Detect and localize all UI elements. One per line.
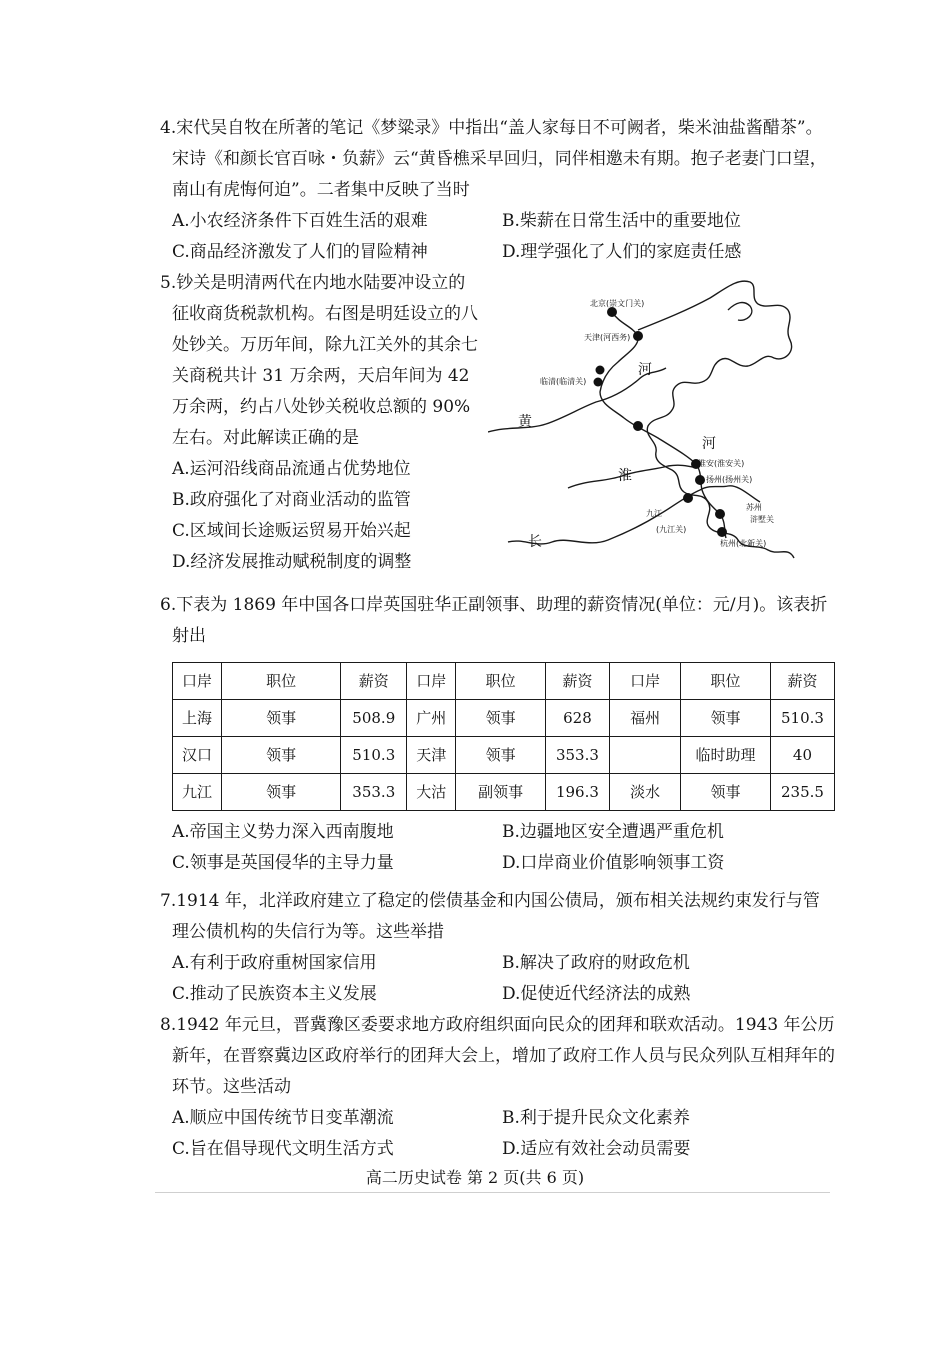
table-cell: 196.3 bbox=[545, 774, 609, 811]
customs-map bbox=[488, 270, 808, 580]
option-c[interactable]: C.推动了民族资本主义发展 bbox=[172, 984, 377, 1004]
col-header: 职位 bbox=[681, 663, 771, 700]
option-b[interactable]: B.政府强化了对商业活动的监管 bbox=[172, 490, 411, 510]
table-cell: 天津 bbox=[407, 737, 456, 774]
label-he-1: 河 bbox=[638, 362, 652, 378]
footer-divider bbox=[155, 1192, 830, 1193]
label-he-2: 河 bbox=[702, 436, 716, 452]
question-stem: 8.1942 年元旦，晋冀豫区委要求地方政府组织面向民众的团拜和联欢活动。1943 年公历新年，在晋察冀边区政府举行的团拜大会上，增加了政府工作人员与民众列队互相拜年的环节。这些活动 bbox=[160, 1015, 835, 1097]
huai-river bbox=[568, 465, 698, 488]
table-cell: 九江 bbox=[173, 774, 222, 811]
label-huaian: 淮安(淮安关) bbox=[698, 459, 745, 468]
table-header-row bbox=[173, 663, 835, 700]
marker-jiujiang[interactable] bbox=[683, 493, 693, 503]
option-d[interactable]: D.适应有效社会动员需要 bbox=[502, 1139, 691, 1159]
table-cell: 508.9 bbox=[341, 700, 407, 737]
options bbox=[160, 1103, 835, 1165]
option-d[interactable]: D.口岸商业价值影响领事工资 bbox=[502, 853, 725, 873]
table-cell bbox=[609, 737, 680, 774]
table-cell: 510.3 bbox=[341, 737, 407, 774]
page-footer: 高二历史试卷 第 2 页(共 6 页) bbox=[365, 1168, 585, 1187]
marker-hangzhou[interactable] bbox=[717, 527, 727, 537]
label-chang: 长 bbox=[528, 534, 542, 550]
option-c[interactable]: C.商品经济激发了人们的冒险精神 bbox=[172, 242, 428, 262]
col-header: 薪资 bbox=[770, 663, 834, 700]
col-header: 职位 bbox=[221, 663, 340, 700]
option-b[interactable]: B.边疆地区安全遭遇严重危机 bbox=[502, 822, 724, 842]
question-7 bbox=[160, 886, 835, 1010]
question-stem: 5.钞关是明清两代在内地水陆要冲设立的征收商货税款机构。右图是明廷设立的八处钞关。万历年间，除九江关外的其余七关商税共计 31 万余两，天启年间为 42 万余两，约占八处钞关税收总额的 90%左右。对此解读正确的是 bbox=[160, 273, 478, 448]
table-cell: 40 bbox=[770, 737, 834, 774]
table-row bbox=[173, 774, 835, 811]
label-suzhou: 苏州 bbox=[746, 503, 762, 512]
option-d[interactable]: D.促使近代经济法的成熟 bbox=[502, 984, 691, 1004]
option-c[interactable]: C.领事是英国侵华的主导力量 bbox=[172, 853, 394, 873]
option-b[interactable]: B.利于提升民众文化素养 bbox=[502, 1108, 690, 1128]
label-hangzhou: 杭州(北新关) bbox=[720, 539, 767, 548]
col-header: 薪资 bbox=[341, 663, 407, 700]
table-cell: 领事 bbox=[681, 774, 771, 811]
table-cell: 领事 bbox=[221, 774, 340, 811]
question-4 bbox=[160, 113, 835, 268]
table-cell: 领事 bbox=[456, 700, 546, 737]
options bbox=[160, 948, 835, 1010]
coastline-north bbox=[728, 303, 752, 321]
table-cell: 汉口 bbox=[173, 737, 222, 774]
marker-suzhou[interactable] bbox=[715, 509, 725, 519]
option-a[interactable]: A.顺应中国传统节日变革潮流 bbox=[172, 1108, 394, 1128]
question-6 bbox=[160, 590, 835, 879]
col-header: 口岸 bbox=[407, 663, 456, 700]
question-stem: 6.下表为 1869 年中国各口岸英国驻华正副领事、助理的薪资情况(单位：元/月)。该表折射出 bbox=[160, 595, 828, 646]
table-cell: 领事 bbox=[681, 700, 771, 737]
table-cell: 353.3 bbox=[341, 774, 407, 811]
grand-canal bbox=[600, 312, 726, 538]
table-cell: 领事 bbox=[221, 700, 340, 737]
label-jiujiang: 九江 bbox=[646, 509, 662, 518]
options bbox=[160, 206, 835, 268]
col-header: 职位 bbox=[456, 663, 546, 700]
option-c[interactable]: C.区域间长途贩运贸易开始兴起 bbox=[172, 521, 411, 541]
label-jiujiang-gate: (九江关) bbox=[656, 525, 687, 534]
table-body bbox=[173, 700, 835, 811]
label-hushu: 浒墅关 bbox=[750, 515, 774, 524]
table-cell: 628 bbox=[545, 700, 609, 737]
marker-linqing-2[interactable] bbox=[594, 378, 603, 387]
option-a[interactable]: A.运河沿线商品流通占优势地位 bbox=[172, 459, 411, 479]
table-row bbox=[173, 700, 835, 737]
table-cell: 大沽 bbox=[407, 774, 456, 811]
option-d[interactable]: D.理学强化了人们的家庭责任感 bbox=[502, 242, 742, 262]
option-b[interactable]: B.解决了政府的财政危机 bbox=[502, 953, 690, 973]
table-cell: 领事 bbox=[456, 737, 546, 774]
table-cell: 235.5 bbox=[770, 774, 834, 811]
option-a[interactable]: A.小农经济条件下百姓生活的艰难 bbox=[172, 211, 428, 231]
marker-canal[interactable] bbox=[633, 421, 643, 431]
table-cell: 上海 bbox=[173, 700, 222, 737]
col-header: 薪资 bbox=[545, 663, 609, 700]
label-beijing: 北京(崇文门关) bbox=[590, 299, 645, 308]
option-b[interactable]: B.柴薪在日常生活中的重要地位 bbox=[502, 211, 741, 231]
label-huang: 黄 bbox=[518, 414, 532, 430]
table-cell: 副领事 bbox=[456, 774, 546, 811]
table-cell: 淡水 bbox=[609, 774, 680, 811]
table-row bbox=[173, 737, 835, 774]
label-yangzhou: 扬州(扬州关) bbox=[706, 475, 753, 484]
option-a[interactable]: A.有利于政府重树国家信用 bbox=[172, 953, 377, 973]
marker-linqing-1[interactable] bbox=[596, 366, 605, 375]
label-linqing: 临清(临清关) bbox=[540, 377, 587, 386]
question-stem: 4.宋代吴自牧在所著的笔记《梦粱录》中指出“盖人家每日不可阙者，柴米油盐酱醋茶”。宋诗《和颜长官百咏・负薪》云“黄昏樵采早回归，同伴相邀未有期。抱子老妻门口望，南山有虎悔何迫”。二者集中反映了当时 bbox=[160, 118, 827, 200]
col-header: 口岸 bbox=[173, 663, 222, 700]
table-cell: 临时助理 bbox=[681, 737, 771, 774]
option-d[interactable]: D.经济发展推动赋税制度的调整 bbox=[172, 552, 412, 572]
table-cell: 福州 bbox=[609, 700, 680, 737]
table-cell: 510.3 bbox=[770, 700, 834, 737]
marker-beijing[interactable] bbox=[607, 307, 617, 317]
option-c[interactable]: C.旨在倡导现代文明生活方式 bbox=[172, 1139, 394, 1159]
option-a[interactable]: A.帝国主义势力深入西南腹地 bbox=[172, 822, 394, 842]
col-header: 口岸 bbox=[609, 663, 680, 700]
options bbox=[160, 817, 835, 879]
table-cell: 353.3 bbox=[545, 737, 609, 774]
label-tianjin: 天津(河西务) bbox=[584, 333, 631, 342]
question-8 bbox=[160, 1010, 835, 1165]
label-huai: 淮 bbox=[618, 468, 632, 484]
table-cell: 广州 bbox=[407, 700, 456, 737]
table-cell: 领事 bbox=[221, 737, 340, 774]
question-stem: 7.1914 年，北洋政府建立了稳定的偿债基金和内国公债局，颁布相关法规约束发行与管理公债机构的失信行为等。这些举措 bbox=[160, 891, 820, 942]
marker-yangzhou[interactable] bbox=[695, 475, 705, 485]
salary-table bbox=[172, 662, 835, 811]
marker-tianjin[interactable] bbox=[633, 331, 643, 341]
